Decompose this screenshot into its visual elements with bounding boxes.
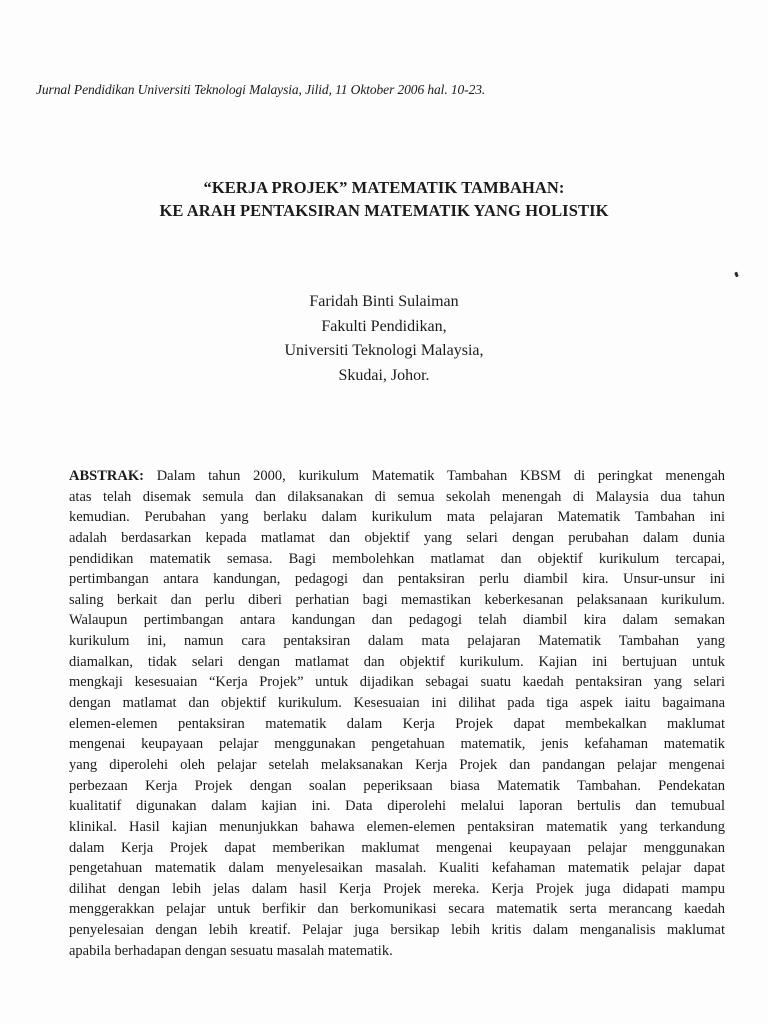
abstract-line: pendidikan matematik semasa. Bagi membolehkan matlamat dan objektif kurikulum tercapai, <box>69 550 725 567</box>
abstract-line: mengkaji kesesuaian “Kerja Projek” untuk dijadikan sebagai suatu kaedah pentaksiran yang selari <box>69 674 725 691</box>
author-name: Faridah Binti Sulaiman <box>309 293 459 310</box>
abstract-line: kemudian. Perubahan yang berlaku dalam kurikulum mata pelajaran Matematik Tambahan ini <box>69 509 725 526</box>
abstract-line: mengenai keupayaan pelajar menggunakan pengetahuan matematik, jenis kefahaman matematik <box>69 736 725 753</box>
abstract-line: atas telah disemak semula dan dilaksanakan di semua sekolah menengah di Malaysia dua tahun <box>69 488 725 505</box>
abstract-line: penyelesaian dengan lebih kreatif. Pelajar juga bersikap lebih kritis dalam menganalisis maklumat <box>69 922 725 939</box>
abstract-line: pengetahuan matematik dalam menyelesaikan masalah. Kualiti kefahaman matematik pelajar dapat <box>69 860 725 877</box>
author-block <box>0 290 768 388</box>
abstract-line-text: Dalam tahun 2000, kurikulum Matematik Tambahan KBSM di peringkat menengah <box>143 468 725 484</box>
abstract-line: Walaupun pertimbangan antara kandungan dan pedagogi telah diambil kira dalam semakan <box>69 612 725 629</box>
abstract-line: adalah berdasarkan kepada matlamat dan objektif yang selari dengan perubahan dalam dunia <box>69 529 725 546</box>
abstract-line: perbezaan Kerja Projek dengan soalan peperiksaan biasa Matematik Tambahan. Pendekatan <box>69 777 725 794</box>
paper-title <box>0 176 768 222</box>
author-location: Skudai, Johor. <box>338 366 430 384</box>
abstract-line: saling berkait dan perlu diberi perhatian bagi memastikan keberkesanan pelaksanaan kurikulum. <box>69 591 725 608</box>
scan-speck <box>734 272 739 278</box>
abstract-label: ABSTRAK: <box>69 468 144 484</box>
title-line-1: “KERJA PROJEK” MATEMATIK TAMBAHAN: <box>203 178 565 197</box>
abstract <box>69 466 725 961</box>
abstract-line: dalam Kerja Projek dapat memberikan maklumat mengenai keupayaan pelajar menggunakan <box>69 839 725 856</box>
abstract-line: diamalkan, tidak selari dengan matlamat dan objektif kurikulum. Kajian ini bertujuan untuk <box>69 653 725 670</box>
abstract-line: dengan matlamat dan objektif kurikulum. Kesesuaian ini dilihat pada tiga aspek iaitu bagaimana <box>69 695 725 712</box>
abstract-line: kualitatif digunakan dalam kajian ini. Data diperolehi melalui laporan bertulis dan temubual <box>69 798 725 815</box>
journal-citation: Jurnal Pendidikan Universiti Teknologi Malaysia, Jilid, 11 Oktober 2006 hal. 10-23. <box>36 82 486 97</box>
abstract-line: elemen-elemen pentaksiran matematik dalam Kerja Projek dapat membekalkan maklumat <box>69 715 725 732</box>
author-faculty: Fakulti Pendidikan, <box>321 317 447 335</box>
author-university: Universiti Teknologi Malaysia, <box>284 342 484 359</box>
abstract-line: apabila berhadapan dengan sesuatu masalah matematik. <box>69 942 393 959</box>
abstract-line: dilihat dengan lebih jelas dalam hasil Kerja Projek mereka. Kerja Projek juga didapati mampu <box>69 880 725 897</box>
abstract-line: menggerakkan pelajar untuk berfikir dan berkomunikasi secara matematik serta merancang kaedah <box>69 901 725 918</box>
abstract-line: yang diperolehi oleh pelajar setelah melaksanakan Kerja Projek dan pandangan pelajar mengenai <box>69 756 725 773</box>
abstract-line: pertimbangan antara kandungan, pedagogi dan pentaksiran perlu diambil kira. Unsur-unsur ini <box>69 571 725 588</box>
abstract-line: kurikulum ini, namun cara pentaksiran dalam mata pelajaran Matematik Tambahan yang <box>69 633 725 650</box>
title-line-2: KE ARAH PENTAKSIRAN MATEMATIK YANG HOLISTIK <box>159 201 609 220</box>
abstract-line: klinikal. Hasil kajian menunjukkan bahawa elemen-elemen pentaksiran matematik yang terkandung <box>69 818 725 835</box>
abstract-line <box>69 466 725 487</box>
